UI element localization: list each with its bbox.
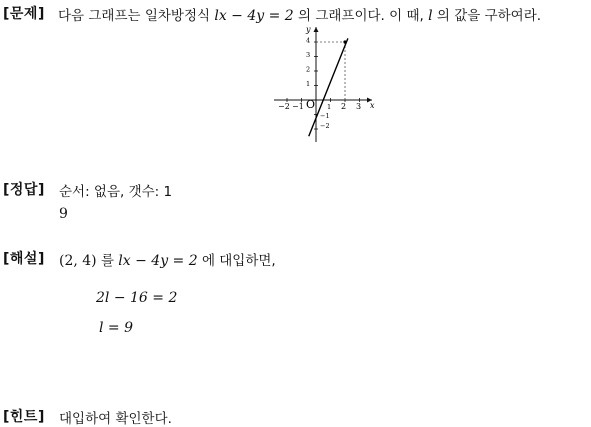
linear-graph: [268, 22, 384, 146]
solution-tag: [해설]: [3, 251, 45, 267]
y-tick-label: 4: [306, 36, 311, 45]
y-tick-label: −2: [320, 122, 330, 130]
problem-text-before: 다음 그래프는 일차방정식: [58, 8, 211, 24]
solution-step-2: l = 9: [99, 320, 134, 336]
solution-text-end: 에 대입하면,: [201, 253, 276, 269]
graph-point: [343, 40, 346, 43]
origin-label: O: [306, 98, 316, 111]
problem-text-end: 의 값을 구하여라.: [436, 8, 542, 24]
solution-equation: lx − 4y = 2: [118, 253, 198, 269]
y-axis-arrow: [314, 27, 319, 32]
x-axis-label: x: [370, 101, 375, 110]
hint-text: 대입하여 확인한다.: [59, 411, 172, 427]
x-tick-label: 3: [356, 102, 362, 111]
answer-line-2: 9: [59, 206, 68, 222]
y-tick-label: 1: [306, 80, 311, 88]
problem-equation: lx − 4y = 2: [214, 8, 294, 24]
answer-tag: [정답]: [3, 182, 45, 198]
problem-variable: l: [428, 8, 433, 24]
problem-text-after: 의 그래프이다. 이 때,: [298, 8, 424, 24]
answer-line-1: 순서: 없음, 갯수: 1: [59, 184, 173, 200]
y-tick-label: 2: [306, 65, 311, 74]
x-tick-label: 2: [341, 102, 347, 111]
problem-tag: [문제]: [3, 6, 45, 22]
y-tick-label: 3: [306, 51, 311, 59]
solution-point: (2, 4): [59, 253, 97, 269]
hint-tag: [힌트]: [3, 409, 45, 425]
x-tick-label: −1: [292, 102, 304, 111]
solution-text-mid: 를: [100, 253, 114, 269]
x-tick-label: 1: [327, 103, 332, 111]
solution-step-1: 2l − 16 = 2: [96, 290, 178, 306]
solution-statement: [59, 249, 276, 269]
problem-statement: [58, 4, 541, 24]
y-tick-label: −1: [320, 112, 330, 120]
x-tick-label: −2: [278, 102, 290, 111]
y-axis-label: y: [306, 25, 311, 34]
